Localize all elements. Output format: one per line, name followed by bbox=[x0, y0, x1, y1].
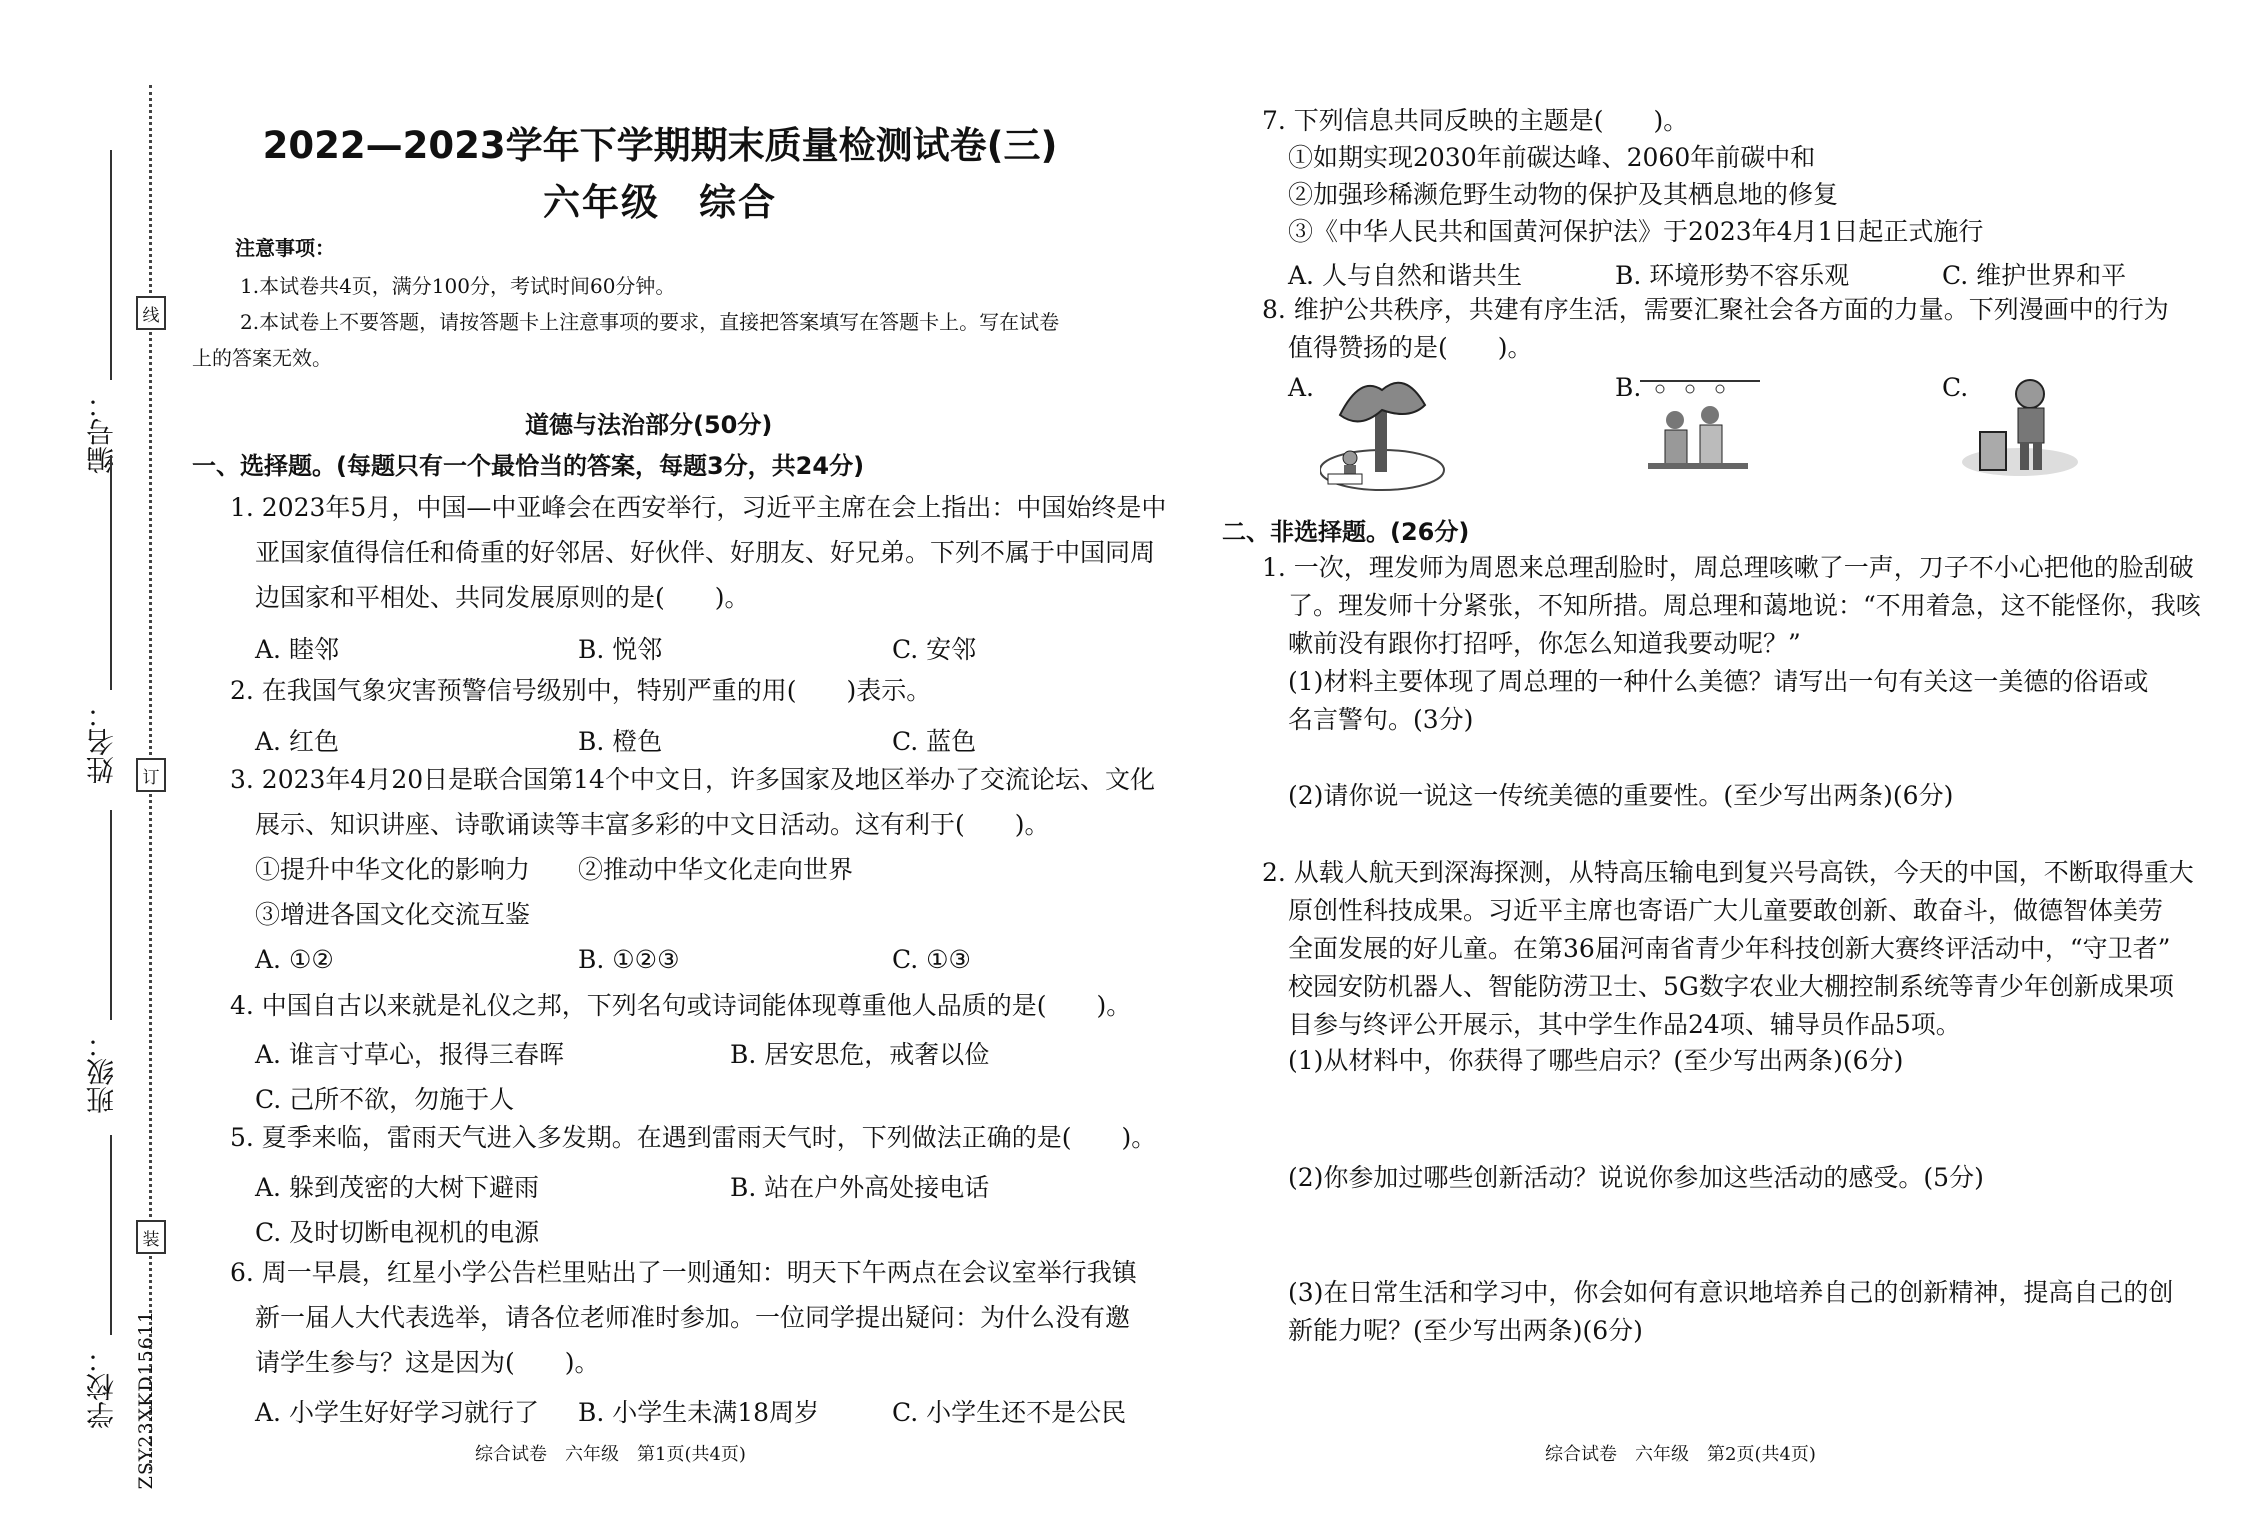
number-label: 编号： bbox=[85, 390, 118, 474]
nq2-sub3: (3)在日常生活和学习中，你会如何有意识地培养自己的创新精神，提高自己的创 bbox=[1288, 1278, 2174, 1307]
notes-title: 注意事项： bbox=[235, 236, 335, 260]
q8-line: 值得赞扬的是( )。 bbox=[1288, 333, 1533, 362]
nq1-sub1: 名言警句。(3分) bbox=[1288, 705, 1474, 734]
footer-right: 综合试卷 六年级 第2页(共4页) bbox=[1545, 1444, 1816, 1465]
q3-item-3: ③增进各国文化交流互鉴 bbox=[255, 900, 531, 929]
q8-option-c[interactable]: C. bbox=[1942, 373, 1969, 402]
nq1-sub1: (1)材料主要体现了周总理的一种什么美德？请写出一句有关这一美德的俗语或 bbox=[1288, 667, 2149, 696]
exam-title: 2022—2023学年下学期期末质量检测试卷(三) bbox=[262, 124, 1058, 167]
q7-item-3: ③《中华人民共和国黄河保护法》于2023年4月1日起正式施行 bbox=[1288, 217, 1984, 246]
name-label: 姓名： bbox=[85, 700, 118, 784]
q7-option-a[interactable]: A. 人与自然和谐共生 bbox=[1288, 261, 1522, 290]
nq2-sub1: (1)从材料中，你获得了哪些启示？(至少写出两条)(6分) bbox=[1288, 1046, 1904, 1075]
q4-option-c[interactable]: C. 己所不欲，勿施于人 bbox=[255, 1085, 515, 1114]
q5-option-c[interactable]: C. 及时切断电视机的电源 bbox=[255, 1218, 540, 1247]
q6-line: 新一届人大代表选举，请各位老师准时参加。一位同学提出疑问：为什么没有邀 bbox=[255, 1303, 1131, 1332]
q1-line: 1. 2023年5月，中国—中亚峰会在西安举行，习近平主席在会上指出：中国始终是中 bbox=[230, 493, 1167, 522]
nq2-line: 原创性科技成果。习近平主席也寄语广大儿童要敢创新、敢奋斗，做德智体美劳 bbox=[1288, 896, 2164, 925]
note-line-2: 2.本试卷上不要答题，请按答题卡上注意事项的要求，直接把答案填写在答题卡上。写在试卷 bbox=[240, 310, 1060, 334]
note-line-1: 1.本试卷共4页，满分100分，考试时间60分钟。 bbox=[240, 274, 676, 298]
section1-title: 一、选择题。(每题只有一个最恰当的答案，每题3分，共24分) bbox=[192, 452, 865, 480]
cartoon-a-image[interactable] bbox=[1320, 370, 1450, 495]
nq2-line: 2. 从载人航天到深海探测，从特高压输电到复兴号高铁，今天的中国，不断取得重大 bbox=[1262, 858, 2194, 887]
q1-option-a[interactable]: A. 睦邻 bbox=[255, 635, 339, 664]
class-label: 班级： bbox=[85, 1030, 118, 1114]
footer-left: 综合试卷 六年级 第1页(共4页) bbox=[475, 1444, 746, 1465]
class-blank[interactable] bbox=[110, 810, 112, 1020]
school-blank[interactable] bbox=[110, 1135, 112, 1335]
q5-line: 5. 夏季来临，雷雨天气进入多发期。在遇到雷雨天气时，下列做法正确的是( )。 bbox=[230, 1123, 1157, 1152]
bind-mark-ding: 订 bbox=[136, 758, 166, 792]
bind-mark-xian: 线 bbox=[136, 296, 166, 330]
q3-option-a[interactable]: A. ①② bbox=[255, 945, 334, 974]
nq1-line: 嗽前没有跟你打招呼，你怎么知道我要动呢？” bbox=[1288, 629, 1801, 658]
q3-option-b[interactable]: B. ①②③ bbox=[578, 945, 680, 974]
q3-option-c[interactable]: C. ①③ bbox=[892, 945, 971, 974]
q3-item-1: ①提升中华文化的影响力 bbox=[255, 855, 531, 884]
nq1-sub2: (2)请你说一说这一传统美德的重要性。(至少写出两条)(6分) bbox=[1288, 781, 1954, 810]
q7-line: 7. 下列信息共同反映的主题是( )。 bbox=[1262, 106, 1689, 135]
q1-line: 边国家和平相处、共同发展原则的是( )。 bbox=[255, 583, 750, 612]
q6-line: 6. 周一早晨，红星小学公告栏里贴出了一则通知：明天下午两点在会议室举行我镇 bbox=[230, 1258, 1137, 1287]
q4-line: 4. 中国自古以来就是礼仪之邦，下列名句或诗词能体现尊重他人品质的是( )。 bbox=[230, 991, 1132, 1020]
nq2-line: 全面发展的好儿童。在第36届河南省青少年科技创新大赛终评活动中，“守卫者” bbox=[1288, 934, 2171, 963]
q2-option-c[interactable]: C. 蓝色 bbox=[892, 727, 977, 756]
part-title: 道德与法治部分(50分) bbox=[525, 411, 773, 439]
nq2-line: 校园安防机器人、智能防涝卫士、5G数字农业大棚控制系统等青少年创新成果项 bbox=[1288, 972, 2174, 1001]
nq2-sub2: (2)你参加过哪些创新活动？说说你参加这些活动的感受。(5分) bbox=[1288, 1163, 1984, 1192]
nq1-line: 了。理发师十分紧张，不知所措。周总理和蔼地说：“不用着急，这不能怪你，我咳 bbox=[1288, 591, 2201, 620]
q5-option-b[interactable]: B. 站在户外高处接电话 bbox=[730, 1173, 990, 1202]
q7-option-c[interactable]: C. 维护世界和平 bbox=[1942, 261, 2127, 290]
q3-item-2: ②推动中华文化走向世界 bbox=[578, 855, 854, 884]
q4-option-b[interactable]: B. 居安思危，戒奢以俭 bbox=[730, 1040, 990, 1069]
note-line-3: 上的答案无效。 bbox=[192, 346, 332, 370]
number-blank[interactable] bbox=[110, 150, 112, 380]
cartoon-b-image[interactable] bbox=[1640, 375, 1760, 485]
exam-subtitle: 六年级 综合 bbox=[543, 181, 777, 224]
q6-option-c[interactable]: C. 小学生还不是公民 bbox=[892, 1398, 1127, 1427]
section2-title: 二、非选择题。(26分) bbox=[1222, 518, 1470, 546]
q6-option-a[interactable]: A. 小学生好好学习就行了 bbox=[255, 1398, 539, 1427]
q7-option-b[interactable]: B. 环境形势不容乐观 bbox=[1615, 261, 1850, 290]
q5-option-a[interactable]: A. 躲到茂密的大树下避雨 bbox=[255, 1173, 539, 1202]
q8-option-b[interactable]: B. bbox=[1615, 373, 1642, 402]
q3-line: 展示、知识讲座、诗歌诵读等丰富多彩的中文日活动。这有利于( )。 bbox=[255, 810, 1050, 839]
q3-line: 3. 2023年4月20日是联合国第14个中文日，许多国家及地区举办了交流论坛、文化 bbox=[230, 765, 1155, 794]
q7-item-2: ②加强珍稀濒危野生动物的保护及其栖息地的修复 bbox=[1288, 180, 1839, 209]
q7-item-1: ①如期实现2030年前碳达峰、2060年前碳中和 bbox=[1288, 143, 1816, 172]
q1-option-c[interactable]: C. 安邻 bbox=[892, 635, 977, 664]
cartoon-c-image[interactable] bbox=[1960, 372, 2080, 482]
school-label: 学校： bbox=[85, 1345, 118, 1429]
q8-line: 8. 维护公共秩序，共建有序生活，需要汇聚社会各方面的力量。下列漫画中的行为 bbox=[1262, 295, 2169, 324]
q1-line: 亚国家值得信任和倚重的好邻居、好伙伴、好朋友、好兄弟。下列不属于中国同周 bbox=[255, 538, 1156, 567]
q6-option-b[interactable]: B. 小学生未满18周岁 bbox=[578, 1398, 820, 1427]
name-blank[interactable] bbox=[110, 455, 112, 690]
bind-mark-zhuang: 装 bbox=[136, 1220, 166, 1254]
nq2-line: 目参与终评公开展示，其中学生作品24项、辅导员作品5项。 bbox=[1288, 1010, 1961, 1039]
q2-option-b[interactable]: B. 橙色 bbox=[578, 727, 663, 756]
q1-option-b[interactable]: B. 悦邻 bbox=[578, 635, 663, 664]
q6-line: 请学生参与？这是因为( )。 bbox=[255, 1348, 600, 1377]
exam-code: ZSY23XKD15611 bbox=[135, 1310, 157, 1490]
nq1-line: 1. 一次，理发师为周恩来总理刮脸时，周总理咳嗽了一声，刀子不小心把他的脸刮破 bbox=[1262, 553, 2194, 582]
q8-option-a[interactable]: A. bbox=[1288, 373, 1315, 402]
q4-option-a[interactable]: A. 谁言寸草心，报得三春晖 bbox=[255, 1040, 564, 1069]
q2-line: 2. 在我国气象灾害预警信号级别中，特别严重的用( )表示。 bbox=[230, 676, 932, 705]
nq2-sub3: 新能力呢？(至少写出两条)(6分) bbox=[1288, 1316, 1643, 1345]
q2-option-a[interactable]: A. 红色 bbox=[255, 727, 339, 756]
